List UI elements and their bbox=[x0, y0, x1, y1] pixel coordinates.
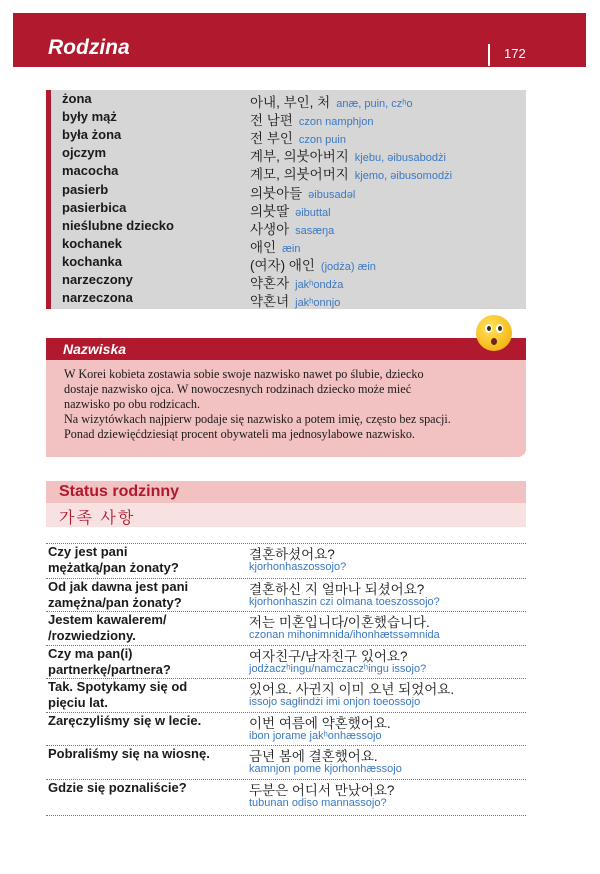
phrase-polish-line: Gdzie się poznaliście? bbox=[48, 780, 187, 795]
transliteration: czon puin bbox=[298, 134, 346, 147]
phrase-transliteration: kjorhonhaszossojo? bbox=[249, 561, 347, 573]
polish-word: ojczym bbox=[62, 145, 107, 161]
transliteration: anæ, puin, czʰo bbox=[336, 98, 413, 110]
phrase-transliteration: ibon jorame jakʰonhæssojo bbox=[249, 730, 382, 742]
info-line: nazwisko po obu rodzicach. bbox=[64, 397, 201, 411]
korean-word bbox=[250, 236, 300, 256]
vocabulary-accent-bar bbox=[46, 90, 51, 309]
polish-word: były mąż bbox=[62, 109, 117, 125]
polish-word: kochanka bbox=[62, 253, 122, 269]
phrase-polish bbox=[48, 679, 228, 711]
phrase-korean: 결혼하신 지 얼마나 되셨어요? bbox=[249, 582, 425, 597]
chapter-title: Rodzina bbox=[48, 36, 130, 59]
korean-text: 약혼녀 bbox=[250, 294, 290, 310]
vocabulary-row bbox=[62, 218, 522, 236]
polish-word: żona bbox=[62, 91, 92, 106]
korean-word bbox=[250, 200, 331, 220]
korean-word bbox=[250, 272, 343, 292]
phrase-transliteration: jodżaczʰingu/namczaczʰingu issojo? bbox=[249, 663, 427, 675]
phrase-polish bbox=[48, 544, 228, 576]
phrase-polish-line: Zaręczyliśmy się w lecie. bbox=[48, 713, 202, 728]
vocabulary-row bbox=[62, 290, 522, 308]
phrase-korean: 금년 봄에 결혼했어요. bbox=[249, 749, 378, 764]
korean-text: 계부, 의붓아버지 bbox=[250, 149, 349, 165]
transliteration: jakʰondża bbox=[295, 279, 344, 291]
phrase-polish-line: Czy jest pani bbox=[48, 544, 128, 559]
korean-word bbox=[250, 145, 446, 165]
korean-text: 의붓딸 bbox=[250, 203, 290, 219]
transliteration: æin bbox=[282, 242, 301, 255]
phrase-polish-line: pięciu lat. bbox=[48, 695, 108, 710]
phrase-polish-line: Od jak dawna jest pani bbox=[48, 579, 189, 594]
phrase-polish bbox=[48, 579, 228, 611]
phrase-polish-line: Pobraliśmy się na wiosnę. bbox=[48, 746, 210, 761]
korean-text: 사생아 bbox=[250, 221, 290, 237]
korean-word bbox=[250, 218, 334, 238]
phrase-korean: 결혼하셨어요? bbox=[249, 547, 335, 562]
page-number: 172 bbox=[504, 46, 526, 61]
korean-text: 전 부인 bbox=[250, 131, 293, 147]
phrase-polish-line: /rozwiedziony. bbox=[48, 628, 136, 643]
korean-word bbox=[250, 163, 452, 183]
korean-text: 계모, 의붓어머지 bbox=[250, 167, 349, 183]
phrase-polish bbox=[48, 713, 228, 729]
polish-word: narzeczona bbox=[62, 290, 133, 306]
vocabulary-row bbox=[62, 254, 522, 272]
korean-word bbox=[250, 91, 413, 111]
header-divider bbox=[488, 44, 490, 66]
info-line: Ponad dziewięćdziesiąt procent obywateli ma jednosylabowe nazwisko. bbox=[64, 427, 415, 441]
section-title: Status rodzinny bbox=[59, 483, 180, 500]
transliteration: (jodża) æin bbox=[320, 260, 376, 273]
transliteration: sasæŋa bbox=[295, 224, 335, 237]
korean-text: 아내, 부인, 처 bbox=[250, 95, 331, 110]
polish-word: pasierb bbox=[62, 181, 109, 197]
transliteration: əibuttal bbox=[295, 206, 331, 219]
vocabulary-row bbox=[62, 145, 522, 163]
polish-word: narzeczony bbox=[62, 272, 133, 287]
phrase-polish-line: Jestem kawalerem/ bbox=[48, 612, 167, 627]
phrase-korean: 이번 여름에 약혼했어요. bbox=[249, 716, 391, 731]
info-line: Na wizytówkach najpierw podaje się nazwisko a potem imię, często bez spacji. bbox=[64, 412, 451, 426]
korean-text: 애인 bbox=[250, 239, 277, 255]
korean-word bbox=[250, 109, 373, 129]
transliteration: kjebu, əibusabodżi bbox=[354, 152, 446, 165]
polish-word: kochanek bbox=[62, 235, 122, 251]
phrase-korean: 두분은 어디서 만났어요? bbox=[249, 783, 395, 798]
phrase-transliteration: issojo sagłindżi imi onjon toeossojo bbox=[249, 696, 421, 708]
vocabulary-row bbox=[62, 236, 522, 254]
phrase-polish-line: zamężna/pan żonaty? bbox=[48, 595, 182, 610]
row-divider bbox=[46, 815, 526, 816]
korean-word bbox=[250, 254, 376, 274]
transliteration: jakʰonnjo bbox=[295, 297, 341, 310]
info-box-text bbox=[64, 367, 514, 442]
info-box-title: Nazwiska bbox=[63, 341, 127, 357]
korean-text: 약혼자 bbox=[250, 276, 290, 291]
korean-word bbox=[250, 182, 355, 202]
info-line: dostaje nazwisko ojca. W nowoczesnych rodzinach dziecko może mieć bbox=[64, 382, 412, 396]
polish-word: macocha bbox=[62, 163, 119, 179]
info-line: W Korei kobieta zostawia sobie swoje nazwisko nawet po ślubie, dziecko bbox=[64, 367, 424, 381]
polish-word: pasierbica bbox=[62, 199, 127, 215]
phrase-polish-line: Tak. Spotykamy się od bbox=[48, 679, 188, 694]
phrase-polish bbox=[48, 646, 228, 678]
polish-word: nieślubne dziecko bbox=[62, 217, 174, 233]
phrase-polish-line: partnerkę/partnera? bbox=[48, 662, 171, 677]
surprised-face-icon bbox=[476, 315, 512, 351]
vocabulary-row bbox=[62, 109, 522, 127]
phrase-korean: 여자친구/남자친구 있어요? bbox=[249, 649, 408, 664]
korean-word bbox=[250, 290, 340, 310]
transliteration: czon namphjon bbox=[298, 116, 374, 129]
phrase-polish bbox=[48, 612, 228, 644]
vocabulary-row bbox=[62, 91, 522, 109]
vocabulary-row bbox=[62, 272, 522, 290]
phrase-transliteration: czonan mihonimnida/ihonhætssəmnida bbox=[249, 629, 440, 641]
phrase-korean: 있어요. 사귄지 이미 오년 되었어요. bbox=[249, 682, 455, 697]
vocabulary-row bbox=[62, 163, 522, 181]
phrase-polish bbox=[48, 780, 228, 796]
korean-text: 의붓아들 bbox=[250, 185, 303, 201]
phrase-korean: 저는 미혼입니다/이혼했습니다. bbox=[249, 615, 430, 630]
transliteration: kjemo, əibusomodżi bbox=[354, 170, 453, 183]
phrase-polish-line: mężatką/pan żonaty? bbox=[48, 560, 179, 575]
transliteration: əibusadəl bbox=[308, 188, 356, 201]
korean-text: (여자) 애인 bbox=[250, 257, 315, 273]
phrase-transliteration: kjorhonhaszin czi olmana toeszossojo? bbox=[249, 596, 440, 608]
phrase-transliteration: kamnjon pome kjorhonhæssojo bbox=[249, 763, 402, 775]
phrase-transliteration: tubunan odiso mannassojo? bbox=[249, 797, 387, 809]
vocabulary-row bbox=[62, 127, 522, 145]
vocabulary-row bbox=[62, 200, 522, 218]
polish-word: była żona bbox=[62, 127, 122, 143]
korean-text: 전 남편 bbox=[250, 113, 293, 129]
phrase-polish bbox=[48, 746, 228, 762]
phrase-polish-line: Czy ma pan(i) bbox=[48, 646, 133, 661]
korean-word bbox=[250, 127, 346, 147]
section-subtitle-korean: 가족 사항 bbox=[59, 510, 136, 527]
vocabulary-row bbox=[62, 182, 522, 200]
